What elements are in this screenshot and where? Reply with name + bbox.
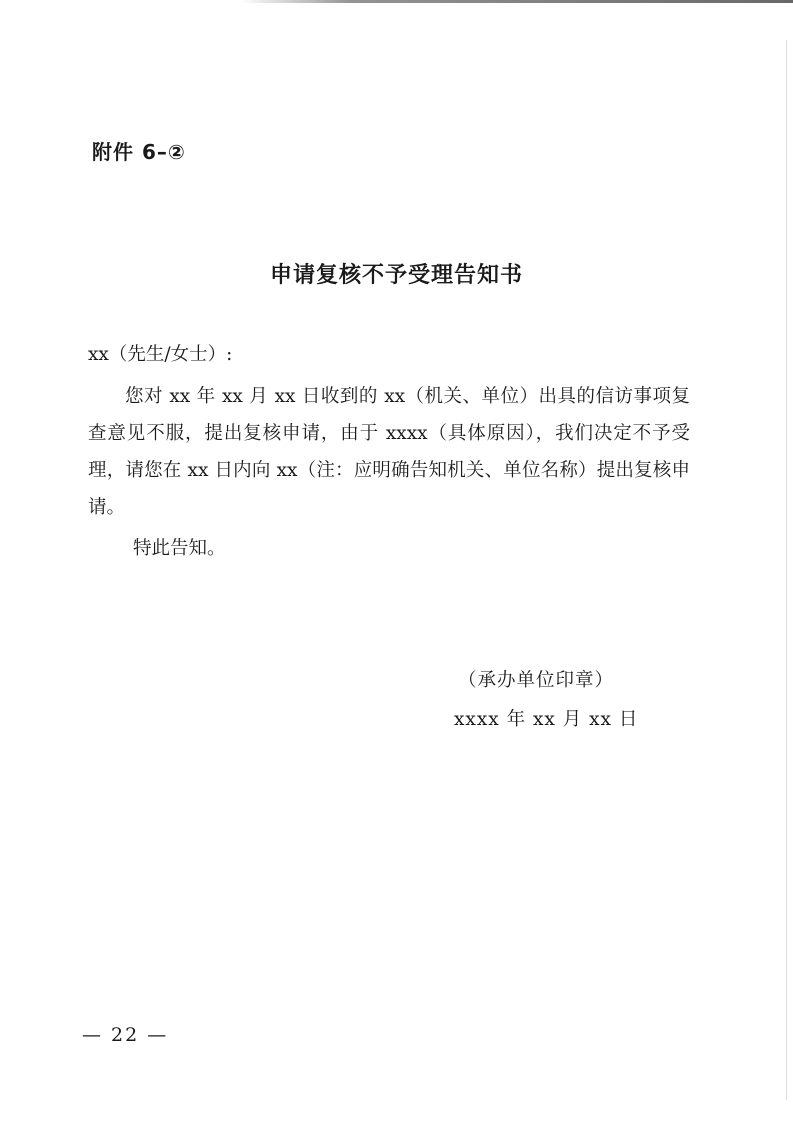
date-line: xxxx 年 xx 月 xx 日 <box>454 709 639 730</box>
closing-line: 特此告知。 <box>133 538 226 559</box>
salutation: xx（先生/女士）: <box>88 344 233 365</box>
scan-edge-top <box>240 0 793 3</box>
page-title: 申请复核不予受理告知书 <box>269 263 523 288</box>
attachment-label: 附件 6–② <box>92 140 186 164</box>
seal-note: （承办单位印章） <box>458 670 615 691</box>
body-paragraph: 您对 xx 年 xx 月 xx 日收到的 xx（机关、单位）出具的信访事项复查意见不服，提出复核申请，由于 xxxx（具体原因），我们决定不予受理，请您在 xx 日内向 xx（注：应明确告知机关、单位名称）提出复核申请。 <box>88 386 690 518</box>
body-paragraph-container <box>88 378 690 526</box>
page-number: — 22 — <box>82 1024 169 1046</box>
scan-edge-right <box>786 40 787 1100</box>
